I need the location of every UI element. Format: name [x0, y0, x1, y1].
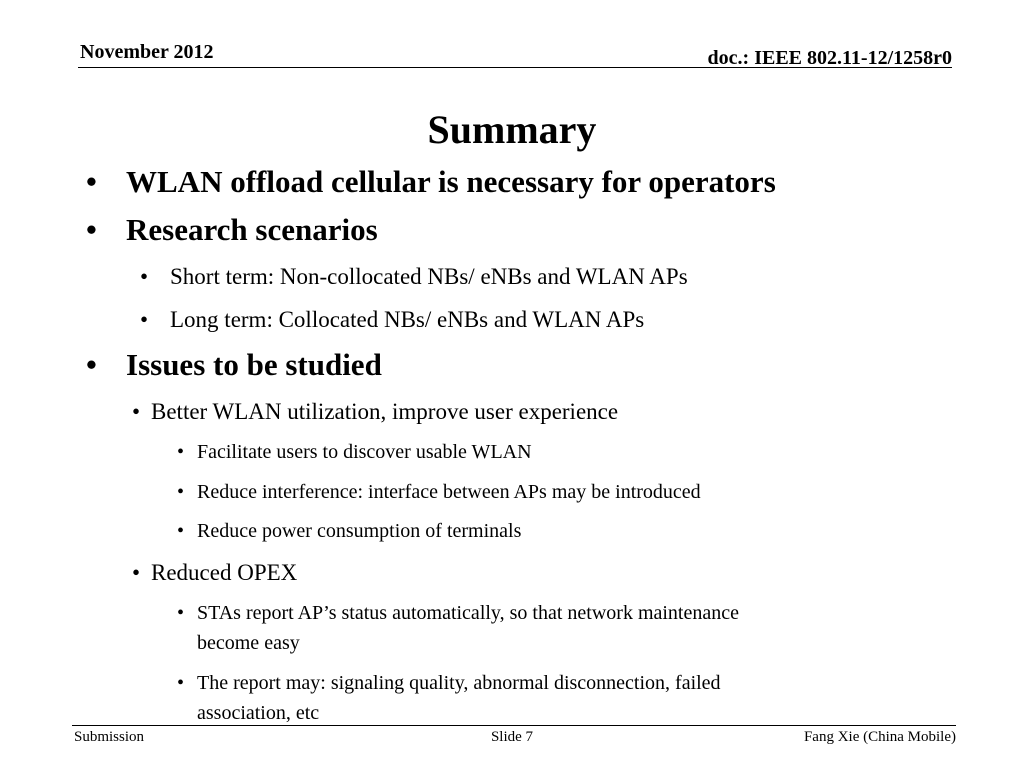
bullet-glyph: •: [86, 212, 97, 247]
header-divider: [78, 67, 952, 68]
bullet-reduce-power: Reduce power consumption of terminals: [197, 520, 522, 542]
bullet-offload-necessary: WLAN offload cellular is necessary for operators: [126, 164, 776, 199]
bullet-glyph: •: [177, 481, 185, 503]
bullet-glyph: •: [177, 441, 185, 463]
bullet-glyph: •: [177, 602, 185, 624]
bullet-glyph: •: [140, 264, 149, 289]
bullet-research-scenarios: Research scenarios: [126, 212, 378, 247]
bullet-issues-to-study: Issues to be studied: [126, 347, 382, 382]
bullet-better-wlan-utilization: Better WLAN utilization, improve user experience: [151, 399, 619, 424]
bullet-report-contents-line1: The report may: signaling quality, abnormal disconnection, failed: [197, 672, 721, 694]
bullet-glyph: •: [86, 164, 97, 199]
bullet-glyph: •: [132, 399, 141, 424]
header-date: November 2012: [80, 41, 214, 63]
footer-slide-number: Slide 7: [490, 729, 534, 745]
header-doc-id: doc.: IEEE 802.11-12/1258r0: [707, 47, 952, 69]
bullet-report-contents-line2: association, etc: [197, 702, 320, 724]
bullet-reduce-interference: Reduce interference: interface between APs may be introduced: [197, 481, 701, 503]
bullet-glyph: •: [177, 672, 185, 694]
bullet-long-term: Long term: Collocated NBs/ eNBs and WLAN APs: [170, 307, 645, 332]
bullet-glyph: •: [140, 307, 149, 332]
footer-author: Fang Xie (China Mobile): [803, 729, 956, 745]
footer-divider: [72, 725, 956, 726]
bullet-short-term: Short term: Non-collocated NBs/ eNBs and WLAN APs: [170, 264, 688, 289]
bullet-glyph: •: [177, 520, 185, 542]
bullet-glyph: •: [86, 347, 97, 382]
slide-title: Summary: [427, 107, 597, 152]
bullet-stas-report-line2: become easy: [197, 632, 300, 654]
bullet-reduced-opex: Reduced OPEX: [151, 560, 298, 585]
bullet-glyph: •: [132, 560, 141, 585]
bullet-stas-report-line1: STAs report AP’s status automatically, so that network maintenance: [197, 602, 739, 624]
footer-submission: Submission: [74, 729, 145, 745]
bullet-facilitate-discovery: Facilitate users to discover usable WLAN: [197, 441, 532, 463]
